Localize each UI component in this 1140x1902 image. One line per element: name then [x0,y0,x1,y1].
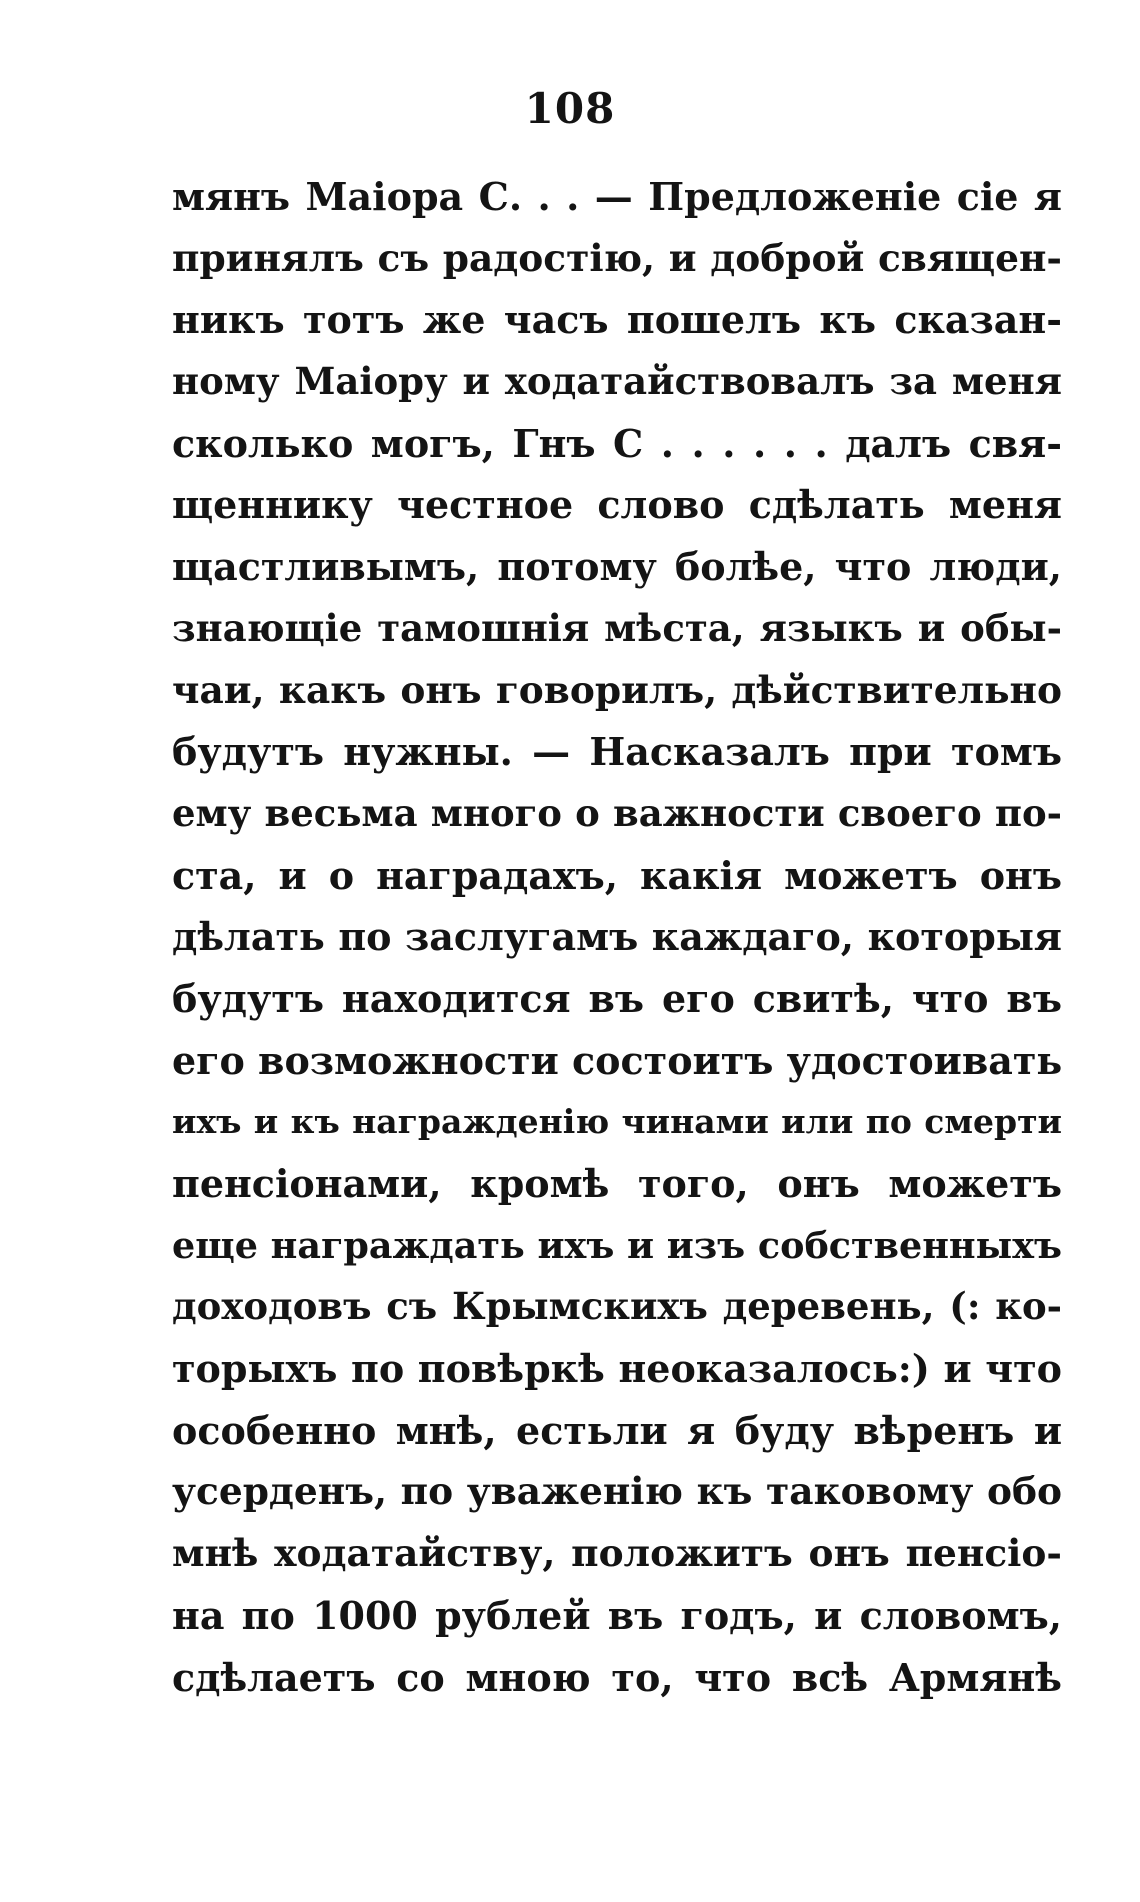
body-text [172,166,1062,1708]
text-line-22: усерденъ, по уваженiю къ таковому обо [172,1469,1062,1514]
text-line-20: торыхъ по повѣркѣ неоказалось:) и что [172,1346,1062,1392]
text-line-24: на по 1000 рублей въ годъ, и словомъ, [172,1592,1062,1638]
text-line-4: ному Маiору и ходатайствовалъ за меня [172,359,1062,404]
text-line-16: ихъ и къ награжденiю чинами или по смерти [172,1102,1062,1142]
text-line-12: ста, и о наградахъ, какiя можетъ онъ [172,852,1062,898]
text-line-23: мнѣ ходатайству, положитъ онъ пенсiо- [172,1531,1062,1576]
text-line-18: еще награждать ихъ и изъ собственныхъ [172,1223,1062,1267]
text-line-5: сколько могъ, Гнъ С . . . . . . далъ свя- [172,420,1062,466]
text-line-7: щастливымъ, потому болѣе, что люди, [172,544,1062,590]
text-line-3: никъ тотъ же часъ пошелъ къ сказан- [172,297,1062,343]
page-number: 108 [524,84,616,133]
text-line-14: будутъ находится въ его свитѣ, что въ [172,975,1062,1021]
text-line-17: пенсiонами, кромѣ того, онъ можетъ [172,1161,1062,1206]
text-line-9: чаи, какъ онъ говорилъ, дѣйствительно [172,667,1062,712]
text-line-2: принялъ съ радостiю, и доброй священ- [172,235,1062,280]
text-line-6: щеннику честное слово сдѣлать меня [172,482,1062,528]
text-line-19: доходовъ съ Крымскихъ деревень, (: ко- [172,1284,1062,1329]
text-line-13: дѣлать по заслугамъ каждаго, которыя [172,914,1062,960]
text-line-21: особенно мнѣ, естьли я буду вѣренъ и [172,1407,1062,1453]
text-line-25: сдѣлаетъ со мною то, что всѣ Армянѣ [172,1654,1062,1700]
text-line-11: ему весьма много о важности своего по- [172,790,1062,835]
text-line-15: его возможности состоитъ удостоивать [172,1037,1062,1083]
text-line-8: знающiе тамошнiя мѣста, языкъ и обы- [172,605,1062,650]
text-line-10: будутъ нужны. — Насказалъ при томъ [172,729,1062,775]
text-line-1: мянъ Маiора С. . . — Предложенiе сiе я [172,174,1062,219]
